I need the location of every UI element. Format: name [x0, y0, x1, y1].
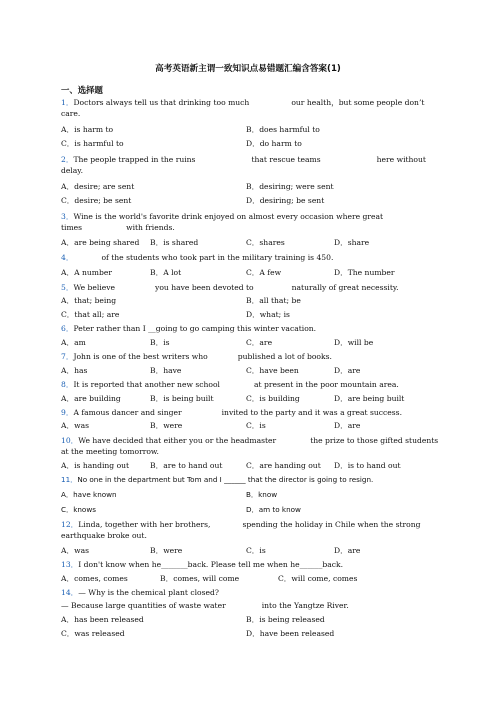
option-text: are being built [347, 394, 405, 403]
question-12-stem-cont: earthquake broke out. [61, 531, 147, 540]
option-c[interactable]: C．will come, comes [278, 574, 358, 583]
option-text: shares [259, 238, 285, 247]
section-heading: 一、选择题 [61, 85, 103, 95]
stem-text: I don't know when he_______back. Please tell me when he______back. [78, 560, 344, 569]
option-d[interactable]: D．are [334, 546, 361, 555]
option-text: The number [347, 268, 395, 277]
option-b[interactable]: B．does harmful to [246, 125, 320, 134]
question-6-stem [61, 324, 316, 334]
option-text: is handing out [74, 461, 130, 470]
option-d[interactable]: D．will be [334, 338, 374, 347]
option-d[interactable]: D．share [334, 238, 370, 247]
option-text: desire; be sent [74, 196, 132, 205]
option-a[interactable]: A．has been released [61, 615, 144, 624]
stem-text: Doctors always tell us that drinking too much [73, 98, 250, 107]
option-text: are being shared [74, 238, 140, 247]
option-b[interactable]: B．were [150, 421, 183, 430]
option-text: do harm to [259, 139, 302, 148]
option-text: is being built [163, 394, 214, 403]
question-number: 4． [61, 253, 74, 262]
question-number: 6． [61, 324, 74, 333]
option-d[interactable]: D．desiring; be sent [246, 196, 325, 205]
option-b[interactable]: B．have [150, 366, 182, 375]
option-d[interactable]: D．are [334, 366, 361, 375]
stem-text: here without [376, 155, 426, 164]
stem-text: into the Yangtze River. [261, 601, 349, 610]
question-14-stem-cont [61, 601, 349, 611]
question-number: 13． [61, 560, 79, 569]
stem-text: John is one of the best writers who [73, 352, 208, 361]
option-text: am [74, 338, 86, 347]
option-text: is building [259, 394, 300, 403]
option-text: A few [259, 268, 282, 277]
option-text: what; is [259, 310, 290, 319]
stem-text: our health，but some people don’t [291, 98, 425, 107]
option-text: is harmful to [74, 139, 124, 148]
option-b[interactable]: B．is shared [150, 238, 199, 247]
option-c[interactable]: C．is harmful to [61, 139, 124, 148]
question-number: 9． [61, 408, 74, 417]
stem-text: The people trapped in the ruins [73, 155, 196, 164]
stem-text: — Why is the chemical plant closed? [78, 588, 219, 597]
option-text: have been released [259, 629, 335, 638]
stem-text: you have been devoted to [155, 283, 254, 292]
option-text: desire; are sent [74, 182, 135, 191]
question-13-stem [61, 560, 343, 570]
question-number: 5． [61, 283, 74, 292]
question-number: 10． [61, 436, 79, 445]
option-text: were [163, 546, 183, 555]
option-text: that; being [74, 296, 117, 305]
question-number: 11． [61, 475, 78, 484]
option-a[interactable]: A．have known [61, 490, 117, 499]
option-text: will be [347, 338, 374, 347]
option-b[interactable]: B．all that; be [246, 296, 301, 305]
stem-text: We believe [73, 283, 116, 292]
option-c[interactable]: C．is [246, 546, 266, 555]
option-c[interactable]: C．shares [246, 238, 285, 247]
option-c[interactable]: C．was released [61, 629, 125, 638]
stem-text: times [61, 223, 83, 232]
question-number: 12． [61, 520, 79, 529]
stem-text: spending the holiday in Chile when the strong [242, 520, 421, 529]
option-b[interactable]: B．is being built [150, 394, 214, 403]
question-9-stem [61, 408, 402, 418]
question-10-stem-cont: at the meeting tomorrow. [61, 447, 159, 456]
question-number: 2． [61, 155, 74, 164]
question-1-stem [61, 98, 424, 108]
option-b[interactable]: B．know [246, 490, 278, 499]
stem-text: naturally of great necessity. [291, 283, 399, 292]
option-text: are handing out [259, 461, 321, 470]
option-a[interactable]: A．are building [61, 394, 121, 403]
option-c[interactable]: C．desire; be sent [61, 196, 132, 205]
option-b[interactable]: B．A lot [150, 268, 182, 277]
option-text: are [347, 421, 361, 430]
question-8-stem [61, 380, 399, 390]
option-text: desiring; were sent [259, 182, 334, 191]
question-3-stem [61, 212, 383, 222]
option-text: knows [73, 505, 96, 514]
option-text: A number [74, 268, 112, 277]
option-b[interactable]: B．desiring; were sent [246, 182, 334, 191]
option-a[interactable]: A．am [61, 338, 86, 347]
question-2-stem-cont: delay. [61, 166, 84, 175]
question-10-stem [61, 436, 438, 446]
option-a[interactable]: A．comes, comes [61, 574, 128, 583]
stem-text: published a lot of books. [237, 352, 332, 361]
option-text: is [259, 421, 266, 430]
option-a[interactable]: A．that; being [61, 296, 117, 305]
option-d[interactable]: D．am to know [246, 505, 301, 514]
option-a[interactable]: A．is handing out [61, 461, 130, 470]
option-b[interactable]: B．are to hand out [150, 461, 223, 470]
option-b[interactable]: B．comes, will come [160, 574, 240, 583]
question-4-stem [61, 253, 333, 263]
option-text: that all; are [74, 310, 120, 319]
option-text: have known [73, 490, 117, 499]
stem-text: — Because large quantities of waste water [61, 601, 226, 610]
option-c[interactable]: C．have been [246, 366, 299, 375]
option-text: A lot [163, 268, 182, 277]
option-text: is being released [259, 615, 325, 624]
option-a[interactable]: A．was [61, 546, 90, 555]
option-text: all that; be [259, 296, 301, 305]
option-text: comes, comes [74, 574, 128, 583]
stem-text: invited to the party and it was a great success. [221, 408, 402, 417]
option-c[interactable]: C．are handing out [246, 461, 321, 470]
option-a[interactable]: A．are being shared [61, 238, 140, 247]
stem-text: No one in the department but Tom and I ______ that the director is going to resign. [77, 475, 374, 484]
option-text: does harmful to [259, 125, 320, 134]
question-11-stem [61, 475, 373, 485]
option-c[interactable]: C．is building [246, 394, 300, 403]
option-c[interactable]: C．are [246, 338, 273, 347]
stem-text: We have decided that either you or the headmaster [78, 436, 277, 445]
option-text: know [258, 490, 278, 499]
option-text: was released [74, 629, 125, 638]
option-d[interactable]: D．are being built [334, 394, 405, 403]
option-text: was [74, 546, 90, 555]
option-d[interactable]: D．is to hand out [334, 461, 401, 470]
option-b[interactable]: B．is being released [246, 615, 325, 624]
option-text: have been [259, 366, 299, 375]
option-text: is to hand out [347, 461, 401, 470]
question-14-stem [61, 588, 219, 598]
question-12-stem [61, 520, 420, 530]
option-text: share [347, 238, 370, 247]
option-a[interactable]: A．is harm to [61, 125, 114, 134]
question-2-stem [61, 155, 426, 165]
option-d[interactable]: D．what; is [246, 310, 290, 319]
question-number: 1． [61, 98, 74, 107]
stem-text: that rescue teams [251, 155, 321, 164]
option-a[interactable]: A．desire; are sent [61, 182, 135, 191]
option-text: am to know [258, 505, 301, 514]
option-text: are [347, 366, 361, 375]
option-text: desiring; be sent [259, 196, 325, 205]
option-text: are [259, 338, 273, 347]
option-c[interactable]: C．that all; are [61, 310, 120, 319]
question-number: 7． [61, 352, 74, 361]
option-text: have [163, 366, 182, 375]
option-text: are building [74, 394, 121, 403]
option-text: are [347, 546, 361, 555]
question-number: 8． [61, 380, 74, 389]
option-text: has [74, 366, 88, 375]
question-number: 14． [61, 588, 79, 597]
stem-text: with friends. [126, 223, 175, 232]
option-c[interactable]: C．knows [61, 505, 96, 514]
option-c[interactable]: C．A few [246, 268, 282, 277]
option-b[interactable]: B．were [150, 546, 183, 555]
stem-text: the prize to those gifted students [310, 436, 439, 445]
option-text: are to hand out [163, 461, 223, 470]
option-a[interactable]: A．was [61, 421, 90, 430]
stem-text: of the students who took part in the military training is 450. [101, 253, 334, 262]
question-7-stem [61, 352, 332, 362]
option-d[interactable]: D．have been released [246, 629, 335, 638]
option-text: is harm to [74, 125, 114, 134]
stem-text: Linda, together with her brothers, [78, 520, 211, 529]
option-b[interactable]: B．is [150, 338, 170, 347]
question-1-stem-cont: care. [61, 109, 81, 118]
stem-text: at present in the poor mountain area. [253, 380, 399, 389]
question-5-stem [61, 283, 399, 293]
option-text: has been released [74, 615, 144, 624]
option-d[interactable]: D．are [334, 421, 361, 430]
option-d[interactable]: D．do harm to [246, 139, 302, 148]
option-text: will come, comes [291, 574, 358, 583]
page-title: 高考英语新主谓一致知识点易错题汇编含答案(1) [155, 64, 341, 74]
question-3-stem-cont [61, 223, 175, 233]
stem-text: A famous dancer and singer [73, 408, 182, 417]
stem-text: Wine is the world's favorite drink enjoyed on almost every occasion where great [73, 212, 384, 221]
stem-text: It is reported that another new school [73, 380, 220, 389]
question-number: 3． [61, 212, 74, 221]
option-d[interactable]: D．The number [334, 268, 395, 277]
option-text: comes, will come [173, 574, 240, 583]
option-c[interactable]: C．is [246, 421, 266, 430]
option-text: were [163, 421, 183, 430]
option-a[interactable]: A．has [61, 366, 88, 375]
option-text: is shared [163, 238, 199, 247]
stem-text: Peter rather than I __going to go camping this winter vacation. [73, 324, 317, 333]
option-text: is [259, 546, 266, 555]
option-text: was [74, 421, 90, 430]
option-text: is [163, 338, 170, 347]
option-a[interactable]: A．A number [61, 268, 112, 277]
